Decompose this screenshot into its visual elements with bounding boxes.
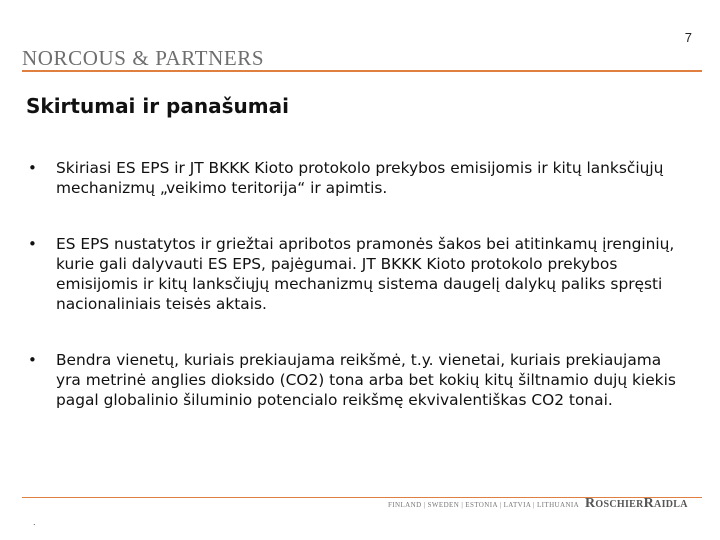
bullet-text: ES EPS nustatytos ir griežtai apribotos pramonės šakos bei atitinkamų įrenginių, kurie gali dalyvauti ES EPS, pajėgumai. JT BKKK Kioto protokolo prekybos emisijomis ir kitų lanksčiųjų mechanizmų sistema daugelį dalykų paliks spręsti nacionaliniais teisės aktais. xyxy=(56,235,675,313)
norcous-partners-logo: NORCOUS & PARTNERS xyxy=(22,46,265,70)
bullet-dot-icon: • xyxy=(28,159,37,177)
page-number: 7 xyxy=(684,30,692,45)
bullet-text: Skiriasi ES EPS ir JT BKKK Kioto protokolo prekybos emisijomis ir kitų lanksčiųjų mechanizmų „veikimo teritorija“ ir apimtis. xyxy=(56,159,664,197)
roschier-raidla-logo: RoschierRaidla xyxy=(585,496,688,511)
footer-dot: . xyxy=(33,518,36,527)
header-divider xyxy=(22,70,702,72)
bullet-item xyxy=(26,350,686,410)
bullet-item xyxy=(26,234,686,314)
bullet-text: Bendra vienetų, kuriais prekiaujama reikšmė, t.y. vienetai, kuriais prekiaujama yra metrinė anglies dioksido (CO2) tona arba bet kokių kitų šiltnamio dujų kiekis pagal globalinio šiluminio potencialo reikšmę ekvivalentiškas CO2 tonai. xyxy=(56,351,676,409)
bullet-dot-icon: • xyxy=(28,351,37,369)
bullet-dot-icon: • xyxy=(28,235,37,253)
slide-title: Skirtumai ir panašumai xyxy=(26,94,289,118)
bullet-list xyxy=(26,158,686,446)
bullet-item xyxy=(26,158,686,198)
footer-countries: FINLAND | SWEDEN | ESTONIA | LATVIA | LITHUANIA xyxy=(388,501,580,509)
